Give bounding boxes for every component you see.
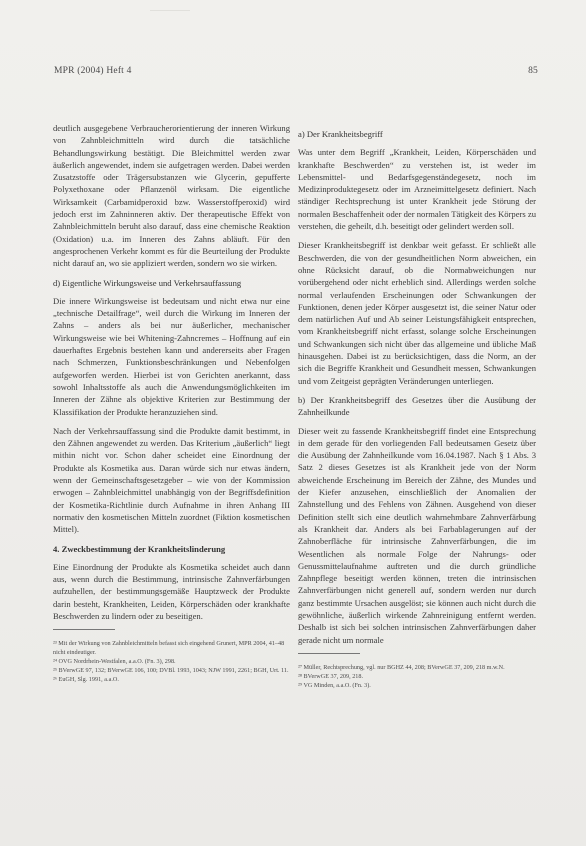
left-column	[53, 122, 290, 686]
footnote: ²⁸ BVerwGE 37, 209, 218.	[298, 673, 364, 681]
footnotes	[53, 636, 290, 684]
footnote: ²³ Mit der Wirkung von Zahnbleichmitteln befasst sich eingehend Grunert, MPR 2004, 41–48 nicht eindeutiger.	[53, 640, 285, 656]
paragraph: Eine Einordnung der Produkte als Kosmetika scheidet auch dann aus, wenn durch die Bestimmung, intrinsische Zahnverfärbungen aufzuhellen, der bestimmungsgemäße Hauptzweck der Produkte darin besteht, Krankheiten, Leiden, Körperschäden oder krankhafte Beschwerden zu lindern oder zu beseitigen.	[53, 561, 290, 621]
paragraph: Nach der Verkehrsauffassung sind die Produkte damit bestimmt, in den Zähnen angewendet zu werden. Das Kriterium „äußerlich“ liegt mithin nicht vor. Schon daher scheidet eine Einordnung der Produkte als Kosmetika aus. Daran würde sich nur etwas ändern, wenn der Gemeinschaftsgesetzgeber – wie von der Kommission erwogen – Zahnbleichmittel unabhängig von der Begriffsdefinition der Kosmetika-Richtlinie durch Aufnahme in ihren Anhang III normativ den kosmetischen Mitteln zuordnet (Fiktion kosmetischen Mittel).	[53, 425, 290, 535]
footnotes	[298, 660, 535, 691]
footnote-divider	[53, 629, 115, 630]
footnote: ²⁴ OVG Nordrhein-Westfalen, a.a.O. (Fn. 3), 298.	[53, 657, 176, 665]
section-heading: d) Eigentliche Wirkungsweise und Verkehrsauffassung	[53, 277, 242, 288]
paragraph: deutlich ausgegebene Verbraucherorientierung der inneren Wirkung von Zahnbleichmitteln wird durch die tatsächliche Behandlungswirkung bestätigt. Die Bleichmittel werden zwar äußerlich angewendet, indem sie aufgetragen werden. Dabei werden Zusatzstoffe oder Trägersubstanzen wie Glycerin, gepufferte Polyxethoxane oder Pflanzenöl wirksam. Die eigentliche Wirksamkeit (Carbamidperoxid bzw. Wasserstoffperoxid) wird jedoch erst im Zahninneren aktiv. Der therapeutische Effekt von Zahnbleichmitteln beruht also darauf, dass eine chemische Reaktion (Oxidation) u.a. im Inneren des Zahns abläuft. Für den angesprochenen Verkehr kommt es für die Beurteilung der Produkte nicht darauf an, wo sie appliziert werden, sondern wo sie wirken.	[53, 123, 290, 269]
scan-artifact	[150, 0, 190, 11]
paragraph: Dieser weit zu fassende Krankheitsbegriff findet eine Entsprechung in dem gerade für den vorliegenden Fall bedeutsamen Gesetz über die Ausübung der Zahnheilkunde vom 16.04.1987. Nach § 1 Abs. 3 Satz 2 dieses Gesetzes ist als Krankheit jede von der Norm abweichende Erscheinung im Bereich der Zähne, des Mundes und der Kiefer anzusehen, einschließlich der Anomalien der Zahnstellung und des Fehlens von Zähnen. Ausgehend von dieser Definition stellt sich eine deutlich wahrnehmbare Zahnverfärbung als Krankheit dar. Anders als bei Farbablagerungen auf der Zahnoberfläche für intrinsische Zahnverfärbungen, die im Wesentlichen als normale Folge der Nahrungs- oder Genussmittelaufnahme auftreten und die durch gründliche Zahnpflege beseitigt werden können, treten die intrinsischen Zahnverfärbungen nicht generell auf, sondern werden nur durch ganz bestimmte Ursachen ausgelöst; sie können auch nicht durch die gewöhnliche, äußerlich wirkende Zahnreinigung entfernt werden. Deshalb ist sich bei solchen intrinsischen Zahnverfärbungen daher gerade nicht um normale	[298, 425, 536, 645]
footnote: ²⁷ Müller, Rechtsprechung, vgl. nur BGHZ 44, 208; BVerwGE 37, 209, 218 m.w.N.	[298, 663, 505, 671]
footnote: ²⁵ BVerwGE 97, 132; BVerwGE 106, 100; DVBl. 1993, 1043; NJW 1991, 2261; BGH, Urt. 11.	[53, 667, 289, 675]
right-column	[298, 122, 536, 692]
page-number: 85	[528, 66, 538, 76]
section-heading: 4. Zweckbestimmung der Krankheitslinderung	[53, 543, 226, 554]
section-heading: a) Der Krankheitsbegriff	[298, 129, 383, 139]
section-heading: b) Der Krankheitsbegriff des Gesetzes über die Ausübung der Zahnheilkunde	[298, 394, 536, 418]
paragraph: Die innere Wirkungsweise ist bedeutsam und nicht etwa nur eine „technische Detailfrage“, weil durch die Wirkung im Inneren der Zahns – anders als bei nur äußerlicher, mechanischer Wirkungsweise wie bei Whitening-Zahncremes – Hoffnung auf ein dauerhaftes Ergebnis bestehen kann und andererseits aber Fragen nach Schmerzen, Funktionsbeschränkungen und Nebenfolgen aufgeworfen werden. Hierbei ist von Gerichten anerkannt, dass sowohl Inhaltsstoffe als auch die Anwendungsmöglichkeiten im Inneren der Zähne als objektive Kriterien zur Bestimmung der Klassifikation der Produkte heranzuziehen sind.	[53, 295, 290, 417]
paragraph: Dieser Krankheitsbegriff ist denkbar weit gefasst. Er schließt alle Beschwerden, die von der gesundheitlichen Norm abweichen, ein ohne Rücksicht darauf, ob die Normabweichungen nur vorübergehend oder nicht erheblich sind. Allerdings werden solche normal verlaufenden Erscheinungen oder Schwankungen der Funktionen, denen jeder Körper ausgesetzt ist, die seiner Natur oder dem natürlichen Auf und Ab seiner Leistungsfähigkeit entsprechen, vom Krankheitsbegriff nicht erfasst, solange solche Erscheinungen und Schwankungen sich nicht über das allgemeine und übliche Maß hinausgehen. Dabei ist zu berücksichtigen, dass die Norm, an der sich die Begriffe Krankheit und Gesundheit messen, Schwankungen und vom Zeitgeist geprägten Veränderungen unterliegen.	[298, 240, 536, 386]
footnote-divider	[298, 653, 360, 654]
page-header	[54, 66, 538, 82]
footnote: ²⁶ EuGH, Slg. 1991, a.a.O.	[53, 676, 119, 684]
journal-reference: MPR (2004) Heft 4	[54, 66, 132, 76]
paragraph: Was unter dem Begriff „Krankheit, Leiden, Körperschäden und krankhafte Beschwerden“ zu verstehen ist, ist weder im Lebensmittel- und Bedarfsgegenständegesetz, noch im Medizinproduktegesetz oder im Arzneimittelgesetz definiert. Nach ständiger Rechtsprechung ist unter Krankheit jede Störung der normalen Beschaffenheit oder der normalen Tätigkeit des Körpers zu verstehen, die geheilt, d.h. beseitigt oder gelindert werden soll.	[298, 147, 536, 232]
footnote: ²⁹ VG Minden, a.a.O. (Fn. 3).	[298, 682, 371, 690]
